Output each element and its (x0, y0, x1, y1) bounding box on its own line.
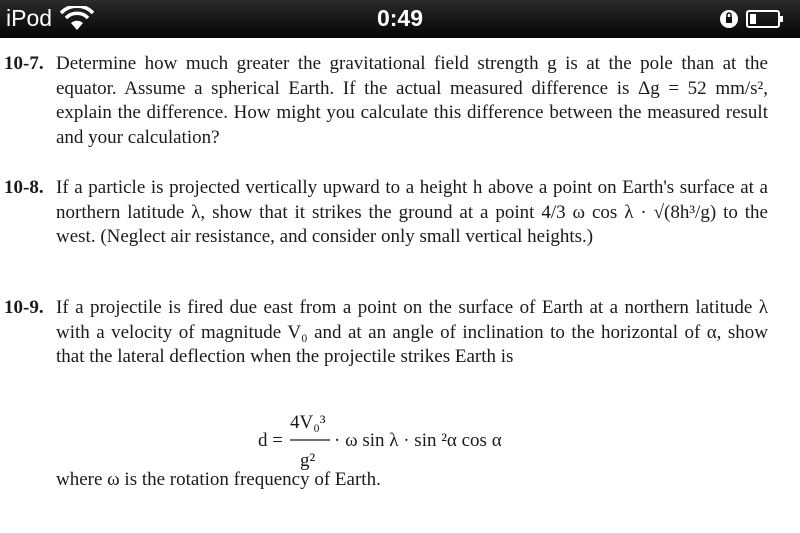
formula-numerator: 4V₀³ (290, 412, 326, 433)
footer-text: where ω is the rotation frequency of Earth. (56, 469, 381, 490)
problem-number: 10-8. (4, 177, 44, 198)
problem-10-9 (4, 296, 768, 370)
battery-icon (746, 10, 784, 28)
problem-text: If a projectile is fired due east from a point on the surface of Earth at a northern latitude λ with a velocity of magnitude V₀ and at an angle of inclination to the horizontal of α, show that the lateral deflection when the projectile strikes Earth is (56, 297, 768, 367)
device-name: iPod (6, 5, 53, 31)
formula-rhs: · ω sin λ · sin ²α cos α (334, 430, 502, 451)
problem-10-7 (4, 52, 768, 150)
problem-text: If a particle is projected vertically upward to a height h above a point on Earth's surface at a northern latitude λ, show that it strikes the ground at a point 4/3 ω cos λ · √(8h³/g) to the west. (Neglect air resistance, and consider only small vertical heights.) (56, 177, 768, 247)
problem-number: 10-9. (4, 297, 44, 318)
clock: 0:49 (376, 5, 424, 31)
problem-10-8 (4, 176, 768, 250)
formula-lhs: d = (258, 430, 283, 451)
status-bar (0, 0, 800, 38)
formula-denominator: g² (300, 450, 316, 471)
status-right (719, 9, 784, 29)
problem-number: 10-7. (4, 53, 44, 74)
rotation-lock-icon (719, 9, 739, 29)
book-page (0, 38, 800, 533)
problem-text: Determine how much greater the gravitational field strength g is at the pole than at the equator. Assume a spherical Earth. If the actual measured difference is Δg = 52 mm/s², explain the difference. How might you calculate this difference between the measured result and your calculation? (56, 53, 768, 148)
